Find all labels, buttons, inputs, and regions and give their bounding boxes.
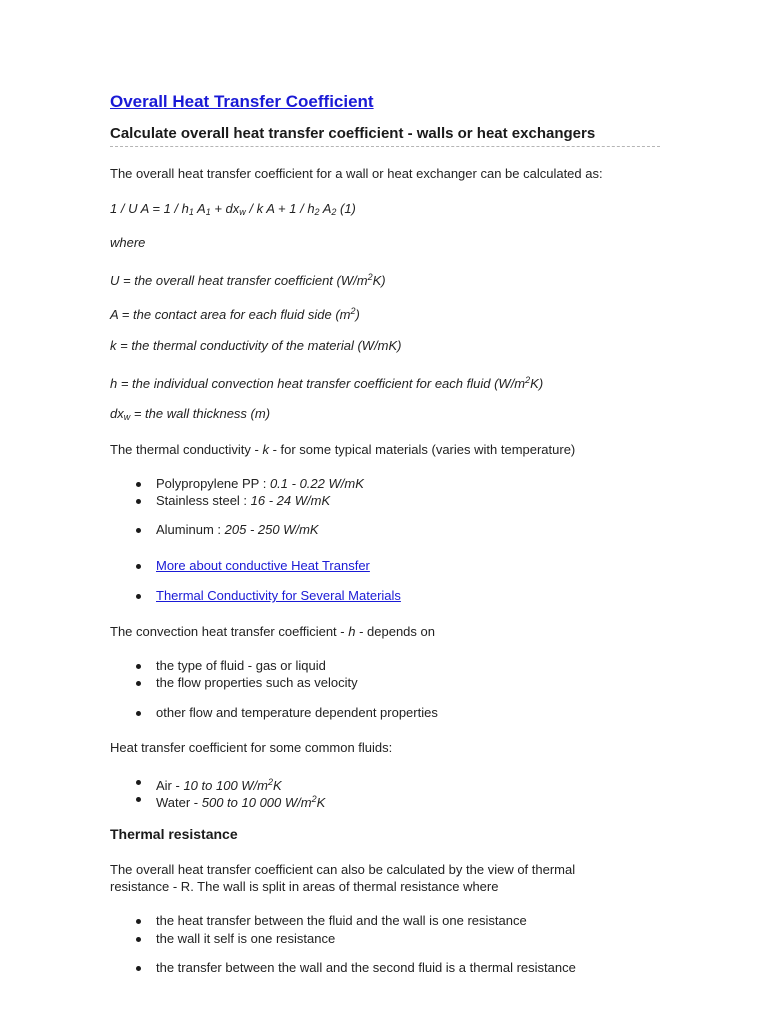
list-item: other flow and temperature dependent properties xyxy=(156,705,438,720)
list-item xyxy=(156,588,401,604)
list-item: Polypropylene PP : 0.1 - 0.22 W/mK xyxy=(156,476,364,491)
definition-u: U = the overall heat transfer coefficient $(W/m^2K)$ xyxy=(110,272,386,288)
section-heading-thermal-resistance: Thermal resistance xyxy=(110,826,238,842)
resistance-paragraph-line1: The overall heat transfer coefficient can also be calculated by the view of thermal xyxy=(110,862,576,877)
resistance-paragraph-line2: resistance - R. The wall is split in areas of thermal resistance where xyxy=(110,879,499,894)
list-item: the flow properties such as velocity xyxy=(156,675,358,690)
list-item: the type of fluid - gas or liquid xyxy=(156,658,326,673)
list-item: the heat transfer between the fluid and the wall is one resistance xyxy=(156,913,527,928)
page-title-link[interactable]: Overall Heat Transfer Coefficient xyxy=(110,92,374,111)
definition-k: k = the thermal conductivity of the material (W/mK) xyxy=(110,338,402,353)
conductivity-intro: The thermal conductivity - k - for some typical materials (varies with temperature) xyxy=(110,442,576,457)
link-thermal-conductivity[interactable]: Thermal Conductivity for Several Materials xyxy=(156,588,401,603)
convection-intro: The convection heat transfer coefficient - h - depends on xyxy=(110,624,435,639)
list-item: Aluminum : 205 - 250 W/mK xyxy=(156,522,319,537)
list-item: Stainless steel : 16 - 24 W/mK xyxy=(156,493,331,508)
dashed-divider xyxy=(110,146,660,147)
intro-paragraph: The overall heat transfer coefficient for a wall or heat exchanger can be calculated as: xyxy=(110,166,603,181)
list-item xyxy=(156,558,370,574)
list-item: the transfer between the wall and the second fluid is a thermal resistance xyxy=(156,960,576,975)
fluids-intro: Heat transfer coefficient for some common fluids: xyxy=(110,740,393,755)
list-item: Air - 10 to 100 $W/m^2K$ xyxy=(156,774,282,794)
list-item: the wall it self is one resistance xyxy=(156,931,336,946)
definition-h: h = the individual convection heat transfer coefficient for each fluid $(W/m^2K)$ xyxy=(110,375,544,391)
list-item: Water - 500 to 10 000 $W/m^2K$ xyxy=(156,791,325,811)
link-conductive-heat-transfer[interactable]: More about conductive Heat Transfer xyxy=(156,558,370,573)
definition-a: A = the contact area for each fluid side $(m^2)$ xyxy=(110,306,360,322)
formula: 1 / U $A = 1 / h_1$ $A_1 + dx_w / k$ $A + 1 / h_2$ $A_2$ (1) xyxy=(110,201,356,217)
where-label: where xyxy=(110,235,146,250)
definition-dx: $dx_w$ = the wall thickness (m) xyxy=(110,406,271,422)
page-subtitle: Calculate overall heat transfer coefficient - walls or heat exchangers xyxy=(110,125,596,142)
